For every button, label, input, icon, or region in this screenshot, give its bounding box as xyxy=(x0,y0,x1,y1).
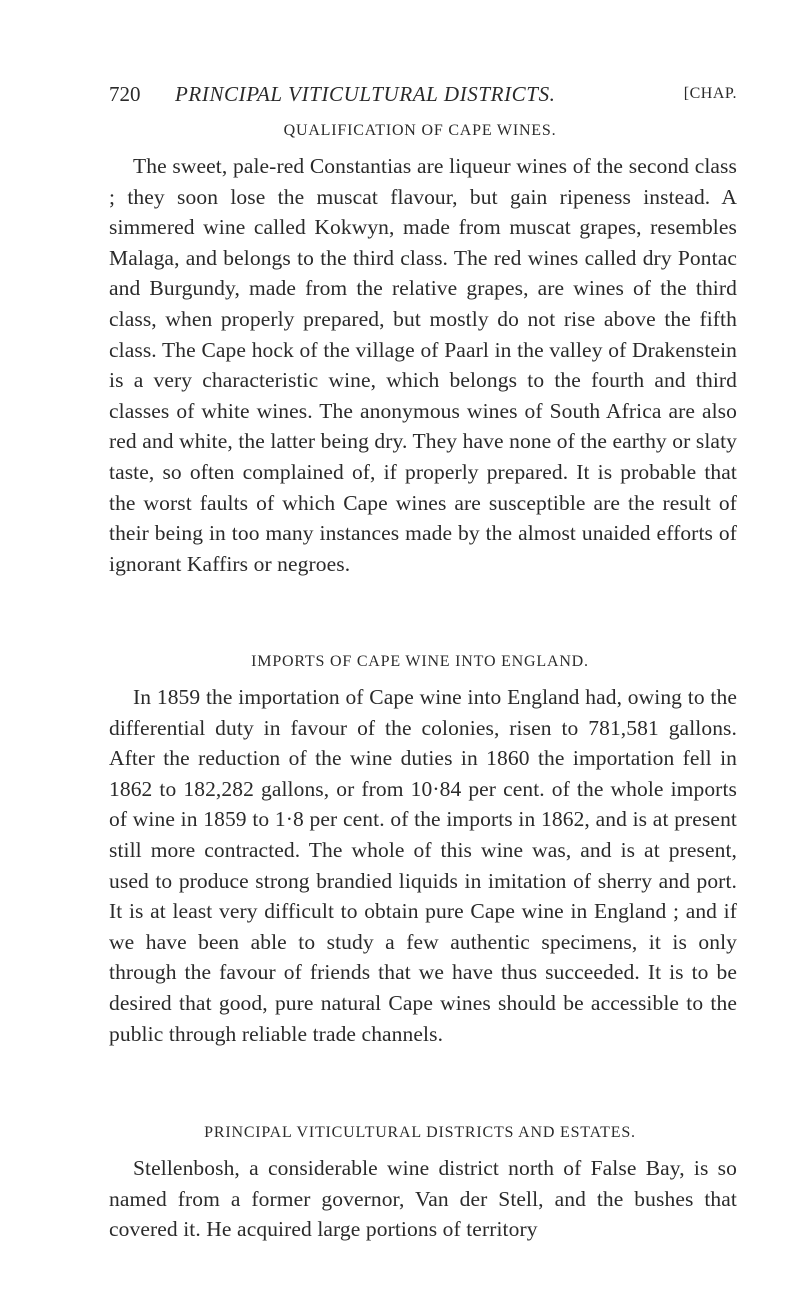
chapter-marker: [CHAP. xyxy=(683,85,737,102)
section-heading-qualification: QUALIFICATION OF CAPE WINES. xyxy=(283,122,557,139)
section-heading-imports: IMPORTS OF CAPE WINE INTO ENGLAND. xyxy=(251,653,589,670)
running-head xyxy=(109,79,737,109)
page-number: 720 xyxy=(109,82,141,106)
paragraph-districts: Stellenbosh, a considerable wine district north of False Bay, is so named from a former governor, Van der Stell, and the bushes that covered it. He acquired large portions of territory xyxy=(109,1156,737,1242)
paragraph-qualification: The sweet, pale-red Constantias are liqueur wines of the second class ; they soon lose the muscat flavour, but gain ripeness instead. A simmered wine called Kokwyn, made from muscat grapes, resembles Malaga, and belongs to the third class. The red wines called dry Pontac and Burgundy, made from the relative grapes, are wines of the third class, when properly prepared, but mostly do not rise above the fifth class. The Cape hock of the village of Paarl in the valley of Drakenstein is a very characteristic wine, which belongs to the fourth and third classes of white wines. The anonymous wines of South Africa are also red and white, the latter being dry. They have none of the earthy or slaty taste, so often complained of, if properly prepared. It is probable that the worst faults of which Cape wines are susceptible are the result of their being in too many instances made by the almost unaided efforts of ignorant Kaffirs or negroes. xyxy=(109,154,737,576)
paragraph-imports: In 1859 the importation of Cape wine into England had, owing to the differential duty in favour of the colonies, risen to 781,581 gallons. After the reduction of the wine duties in 1860 the importation fell in 1862 to 182,282 gallons, or from 10·84 per cent. of the whole imports of wine in 1859 to 1·8 per cent. of the imports in 1862, and is at present still more contracted. The whole of this wine was, and is at present, used to produce strong brandied liquids in imitation of sherry and port. It is at least very difficult to obtain pure Cape wine in England ; and if we have been able to study a few authentic specimens, it is only through the favour of friends that we have thus succeeded. It is to be desired that good, pure natural Cape wines should be accessible to the public through reliable trade channels. xyxy=(109,685,737,1046)
section-heading-districts: PRINCIPAL VITICULTURAL DISTRICTS AND ESTATES. xyxy=(204,1124,636,1141)
running-title: PRINCIPAL VITICULTURAL DISTRICTS. xyxy=(175,82,556,106)
